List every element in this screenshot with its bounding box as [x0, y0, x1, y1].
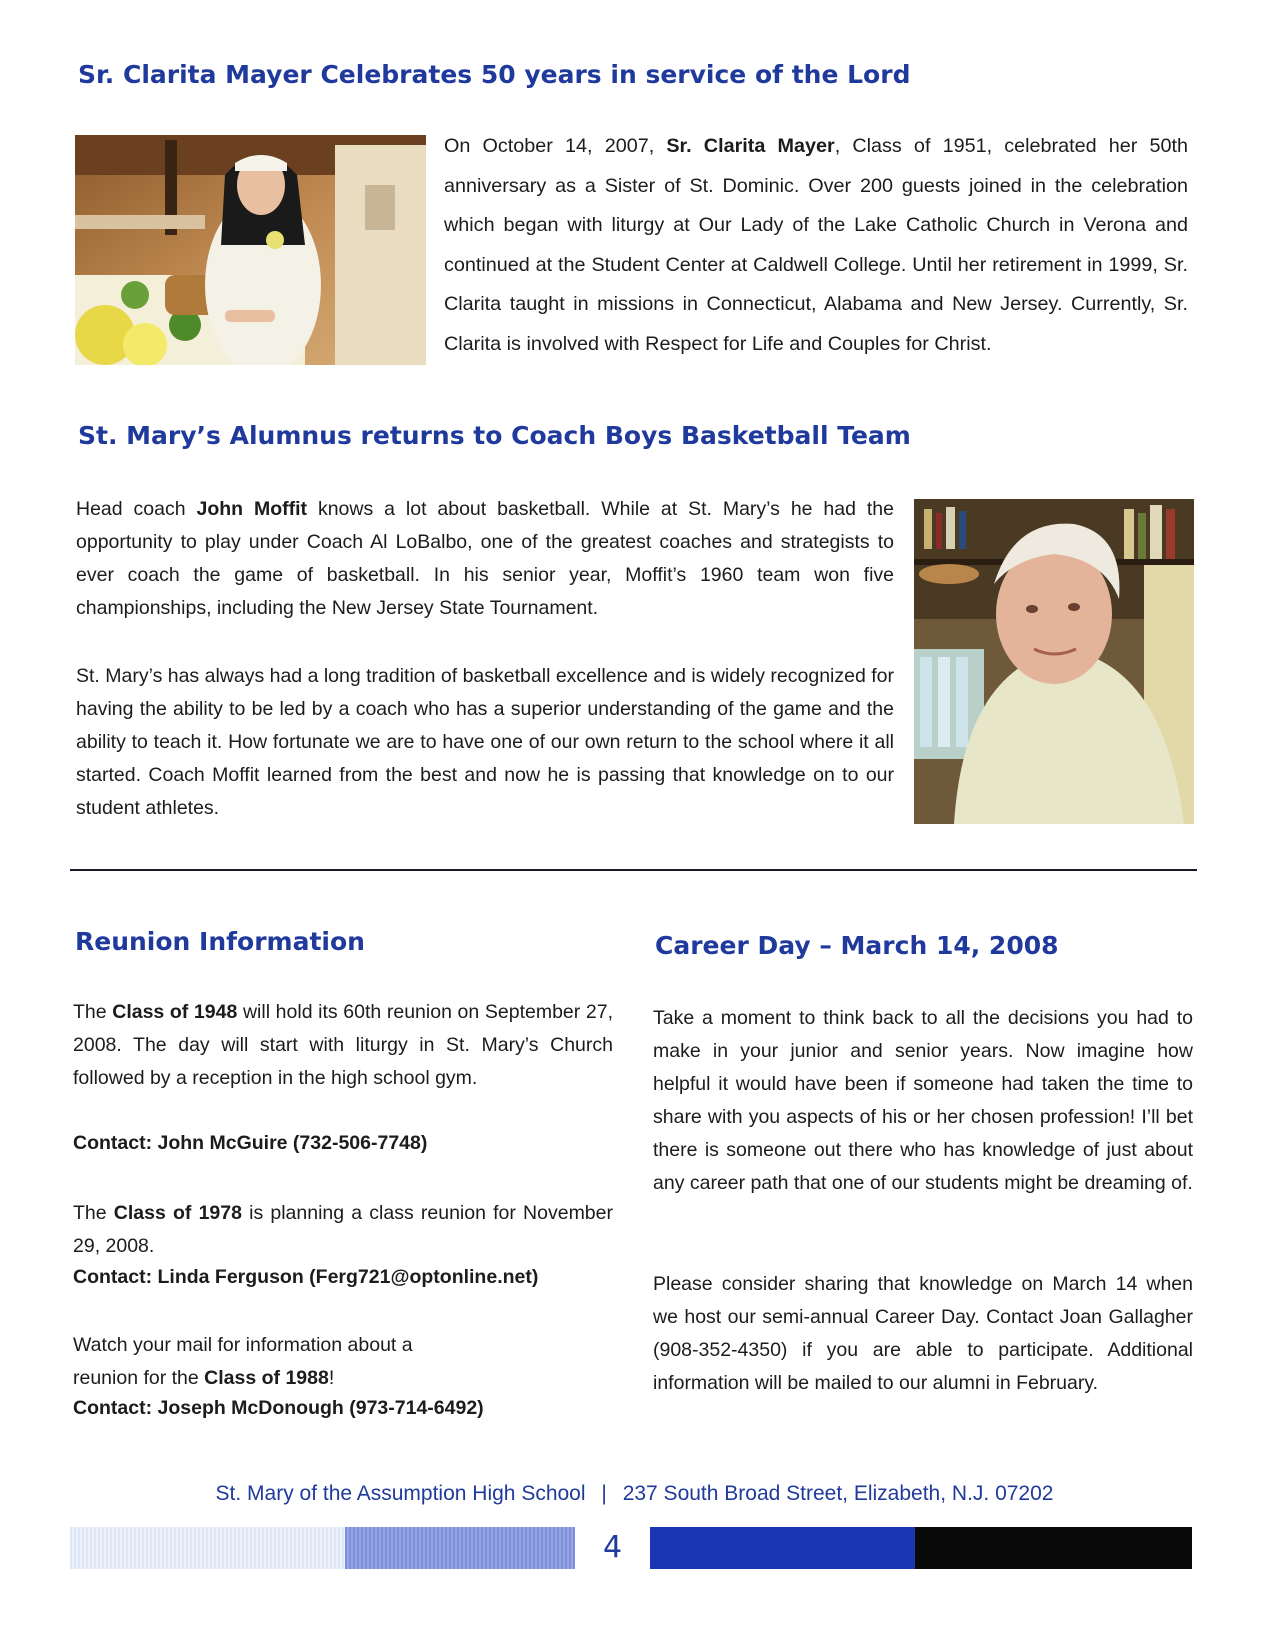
career-day-text-2: Please consider sharing that knowledge on March 14 when we host our semi-annual Career Day. Contact Joan Gallagher (908-352-4350) if you are able to participate. Additional information will be mailed to our alumni in February. [653, 1273, 1193, 1394]
reunion-1948-text: The Class of 1948 will hold its 60th reunion on September 27, 2008. The day will start with liturgy in St. Mary’s Church followed by a reception in the high school gym. [73, 1001, 613, 1089]
reunion-1948-contact: Contact: John McGuire (732-506-7748) [73, 1132, 428, 1154]
footer-bar-light [70, 1527, 345, 1569]
footer-separator: | [601, 1482, 607, 1505]
name-clarita-mayer: Sr. Clarita Mayer [666, 135, 835, 157]
reunion-1978-contact: Contact: Linda Ferguson (Ferg721@optonline.net) [73, 1266, 539, 1288]
reunion-title: Reunion Information [75, 927, 365, 956]
footer-address-line [0, 1482, 1269, 1506]
footer-bar-black [915, 1527, 1192, 1569]
name-john-moffit: John Moffit [196, 498, 308, 520]
footer-bar-dark [650, 1527, 915, 1569]
career-day-title: Career Day – March 14, 2008 [655, 931, 1059, 960]
article-body-basketball-2: St. Mary’s has always had a long tradition of basketball excellence and is widely recognized for having the ability to be led by a coach who has a superior understanding of the game and the ability to teach it. How fortunate we are to have one of our own return to the school where it all started. Coach Moffit learned from the best and now he is passing that knowledge on to our student athletes. [76, 665, 895, 819]
photo-coach-moffit [914, 499, 1194, 824]
article-title-clarita: Sr. Clarita Mayer Celebrates 50 years in service of the Lord [78, 60, 911, 89]
footer-address: 237 South Broad Street, Elizabeth, N.J. 07202 [622, 1482, 1054, 1505]
reunion-1978-text: The Class of 1978 is planning a class reunion for November 29, 2008. [73, 1202, 613, 1257]
article-body-clarita: On October 14, 2007, Sr. Clarita Mayer, Class of 1951, celebrated her 50th anniversary as a Sister of St. Dominic. Over 200 guests joined in the celebration which began with liturgy at Our Lady of the Lake Catholic Church in Verona and continued at the Student Center at Caldwell College. Until her retirement in 1999, Sr. Clarita taught in missions in Connecticut, Alabama and New Jersey. Currently, Sr. Clarita is involved with Respect for Life and Couples for Christ. [444, 135, 1188, 355]
footer-bar-mid [345, 1527, 575, 1569]
section-divider [70, 869, 1197, 871]
reunion-1988-contact: Contact: Joseph McDonough (973-714-6492) [73, 1397, 484, 1419]
photo-sister-clarita [75, 135, 426, 365]
article-body-basketball-1: Head coach John Moffit knows a lot about basketball. While at St. Mary’s he had the opportunity to play under Coach Al LoBalbo, one of the greatest coaches and strategists to ever coach the game of basketball. In his senior year, Moffit’s 1960 team won five championships, including the New Jersey State Tournament. [76, 498, 894, 619]
page-number: 4 [602, 1530, 623, 1565]
article-title-basketball: St. Mary’s Alumnus returns to Coach Boys Basketball Team [78, 421, 911, 450]
career-day-text-1: Take a moment to think back to all the decisions you had to make in your junior and senior years. Now imagine how helpful it would have been if someone had taken the time to share with you aspects of his or her chosen profession! I’ll bet there is someone out there who has knowledge of just about any career path that one of our students might be dreaming of. [653, 1007, 1193, 1194]
footer-school-name: St. Mary of the Assumption High School [215, 1482, 586, 1505]
page-number-badge [575, 1523, 650, 1573]
reunion-1988-text: Watch your mail for information about a reunion for the Class of 1988! [73, 1334, 413, 1389]
